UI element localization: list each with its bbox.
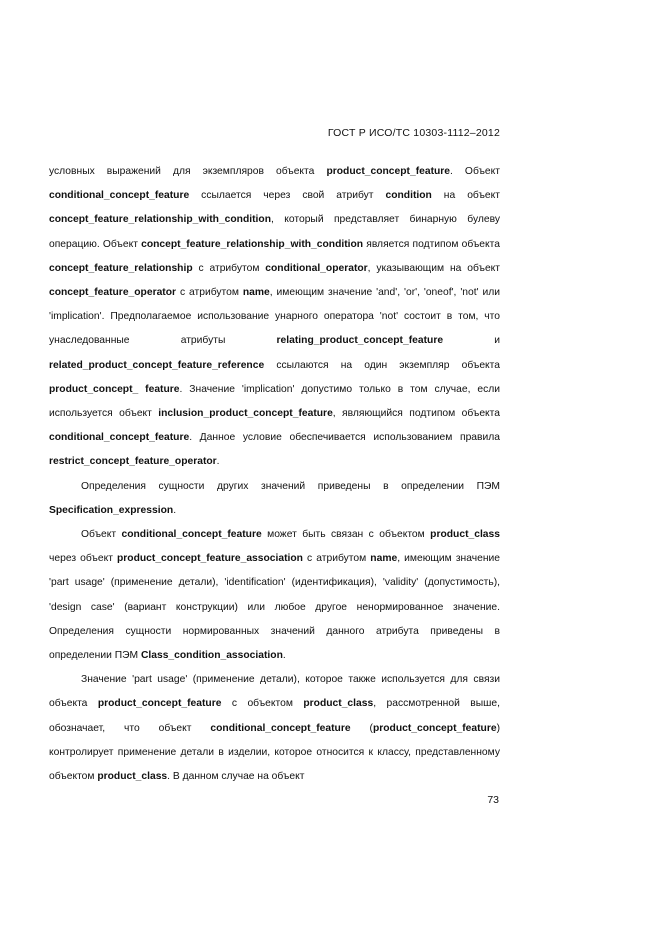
term-reference: concept_feature_relationship [49, 262, 193, 274]
text-run: Значение 'part usage' (применение детали), которое также используется для связи объекта [49, 674, 500, 710]
text-run: . В данном случае на объект [167, 771, 305, 783]
standard-designation: ГОСТ Р ИСО/ТС 10303-1112–2012 [327, 127, 500, 139]
text-run: с объектом [221, 698, 304, 710]
term-reference: concept_feature_operator [49, 287, 177, 299]
text-run: является подтипом объекта [363, 238, 500, 250]
text-run: ) контролирует применение детали в изделии, которое относится к классу, представленному объектом [49, 722, 500, 783]
text-run: ( [350, 722, 373, 734]
text-run: на объект [431, 190, 500, 202]
term-reference: concept_feature_relationship_with_condition [49, 214, 271, 226]
text-run: через объект [49, 553, 117, 565]
paragraph [49, 160, 500, 475]
document-header [328, 127, 500, 139]
text-run: , имеющим значение 'part usage' (применение детали), 'identification' (идентификация), 'validity' (допустимость), 'design case' (вариант конструкции) или любое другое ненормированное значение. Определения сущности нормированных значений данного атрибута приведены в определении ПЭМ [49, 553, 500, 662]
term-reference: conditional_operator [265, 262, 368, 274]
term-reference: conditional_concept_feature [210, 722, 351, 734]
paragraph [49, 475, 500, 523]
text-run: . Данное условие обеспечивается использованием правила [189, 432, 500, 444]
term-reference: name [370, 553, 398, 565]
text-run: , являющийся подтипом объекта [332, 408, 500, 420]
text-run: , имеющим значение 'and', 'or', 'oneof', 'not' или 'implication'. Предполагаемое использование унарного оператора 'not' состоит в том, что унаследованные атрибуты [49, 287, 500, 347]
term-reference: Class_condition_association [140, 650, 283, 662]
term-reference: relating_product_concept_feature [276, 335, 444, 347]
text-run: , который представляет бинарную булеву операцию. Объект [49, 214, 500, 250]
term-reference: product_class [97, 771, 168, 783]
term-reference: related_product_concept_feature_reference [49, 359, 265, 371]
term-reference: inclusion_product_concept_feature [158, 408, 333, 420]
term-reference: product_concept_feature [326, 166, 451, 177]
text-run: ссылается через свой атрибут [189, 190, 386, 202]
term-reference: product_concept_feature [97, 698, 222, 710]
term-reference: concept_feature_relationship_with_condition [141, 238, 364, 250]
paragraph [49, 523, 500, 668]
term-reference: product_concept_feature [372, 722, 497, 734]
term-reference: product_concept_feature_association [117, 553, 303, 565]
text-run: может быть связан с объектом [261, 529, 431, 541]
body-text [49, 160, 500, 789]
term-reference: product_concept_ feature [49, 383, 180, 395]
term-reference: condition [385, 190, 432, 202]
term-reference: product_class [430, 529, 500, 541]
term-reference: conditional_concept_feature [121, 529, 262, 541]
text-run: с атрибутом [302, 553, 371, 565]
text-run: Определения сущности других значений приведены в определении ПЭМ [81, 480, 500, 492]
text-run: . [282, 650, 286, 662]
paragraph [49, 668, 500, 789]
text-run: условных выражений для экземпляров объекта [49, 166, 327, 177]
text-run: и [443, 335, 500, 347]
text-run: . [216, 456, 220, 468]
text-run: ссылаются на один экземпляр объекта [264, 359, 500, 371]
text-run: Объект [81, 529, 122, 541]
text-run: . Значение 'implication' допустимо только в том случае, если используется объект [49, 383, 500, 420]
text-run: , указывающим на объект [367, 262, 501, 274]
term-reference: conditional_concept_feature [49, 432, 190, 444]
text-run: . Объект [450, 166, 500, 177]
text-run: с атрибутом [192, 262, 266, 274]
term-reference: product_class [303, 698, 374, 710]
text-run: , рассмотренной выше, обозначает, что объект [49, 698, 501, 734]
text-run: с атрибутом [176, 287, 243, 299]
term-reference: Specification_expression [49, 504, 174, 516]
text-run: . [173, 504, 177, 516]
term-reference: conditional_concept_feature [49, 190, 190, 202]
page-number: 73 [487, 794, 499, 806]
term-reference: name [242, 287, 270, 299]
term-reference: restrict_concept_feature_operator [49, 456, 217, 468]
